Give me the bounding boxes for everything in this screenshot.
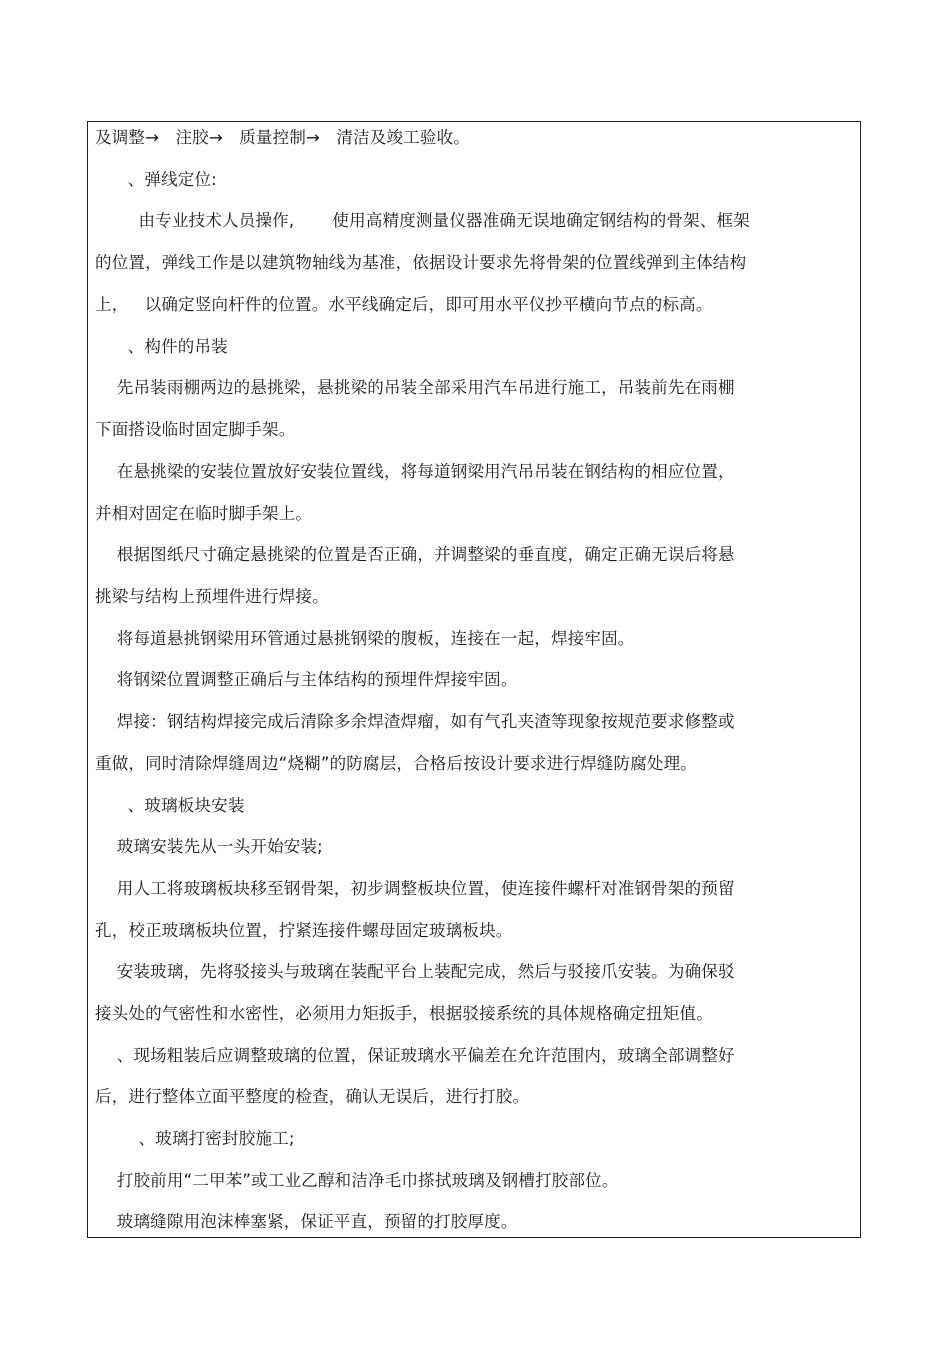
text-line: 先吊装雨棚两边的悬挑梁，悬挑梁的吊装全部采用汽车吊进行施工，吊装前先在雨棚 <box>95 378 735 397</box>
text-line: 玻璃缝隙用泡沫棒塞紧，保证平直，预留的打胶厚度。 <box>95 1212 518 1231</box>
text-line: 玻璃安装先从一头开始安装; <box>95 837 323 856</box>
text-line: 焊接：钢结构焊接完成后清除多余焊渣焊瘤，如有气孔夹渣等现象按规范要求修整或 <box>95 712 735 731</box>
text-line: 用人工将玻璃板块移至钢骨架，初步调整板块位置，使连接件螺杆对准钢骨架的预留 <box>95 879 735 898</box>
text-line: 将每道悬挑钢梁用环管通过悬挑钢梁的腹板，连接在一起，焊接牢固。 <box>95 629 635 648</box>
text-line: 打胶前用“二甲苯”或工业乙醇和洁净毛巾搽拭玻璃及钢槽打胶部位。 <box>95 1171 619 1190</box>
section-heading: 、构件的吊装 <box>95 337 228 356</box>
text-line: 孔，校正玻璃板块位置，拧紧连接件螺母固定玻璃板块。 <box>95 921 513 940</box>
text-line: 挑梁与结构上预埋件进行焊接。 <box>95 587 329 606</box>
text-line: 重做，同时清除焊缝周边“烧糊”的防腐层，合格后按设计要求进行焊缝防腐处理。 <box>95 754 697 773</box>
text-line: 及调整→ 注胶→ 质量控制→ 清洁及竣工验收。 <box>95 128 470 147</box>
text-line: 的位置，弹线工作是以建筑物轴线为基准，依据设计要求先将骨架的位置线弹到主体结构 <box>95 253 747 272</box>
section-heading: 、玻璃板块安装 <box>95 796 245 815</box>
text-line: 根据图纸尺寸确定悬挑梁的位置是否正确，并调整梁的垂直度，确定正确无误后将悬 <box>95 545 735 564</box>
section-heading: 、玻璃打密封胶施工; <box>95 1129 295 1148</box>
text-line: 后，进行整体立面平整度的检查，确认无误后，进行打胶。 <box>95 1087 530 1106</box>
text-line: 、现场粗装后应调整玻璃的位置，保证玻璃水平偏差在允许范围内，玻璃全部调整好 <box>95 1046 735 1065</box>
text-line: 上， 以确定竖向杆件的位置。水平线确定后，即可用水平仪抄平横向节点的标高。 <box>95 295 713 314</box>
text-line: 由专业技术人员操作, 使用高精度测量仪器准确无误地确定钢结构的骨架、框架 <box>95 211 750 230</box>
text-line: 在悬挑梁的安装位置放好安装位置线，将每道钢梁用汽吊吊装在钢结构的相应位置， <box>95 462 735 481</box>
text-line: 接头处的气密性和水密性，必须用力矩扳手，根据驳接系统的具体规格确定扭矩值。 <box>95 1004 713 1023</box>
text-line: 下面搭设临时固定脚手架。 <box>95 420 296 439</box>
text-line: 并相对固定在临时脚手架上。 <box>95 504 313 523</box>
text-line: 将钢梁位置调整正确后与主体结构的预埋件焊接牢固。 <box>95 670 518 689</box>
section-heading: 、弹线定位: <box>95 170 217 189</box>
text-line: 安装玻璃，先将驳接头与玻璃在装配平台上装配完成，然后与驳接爪安装。为确保驳 <box>95 962 735 981</box>
